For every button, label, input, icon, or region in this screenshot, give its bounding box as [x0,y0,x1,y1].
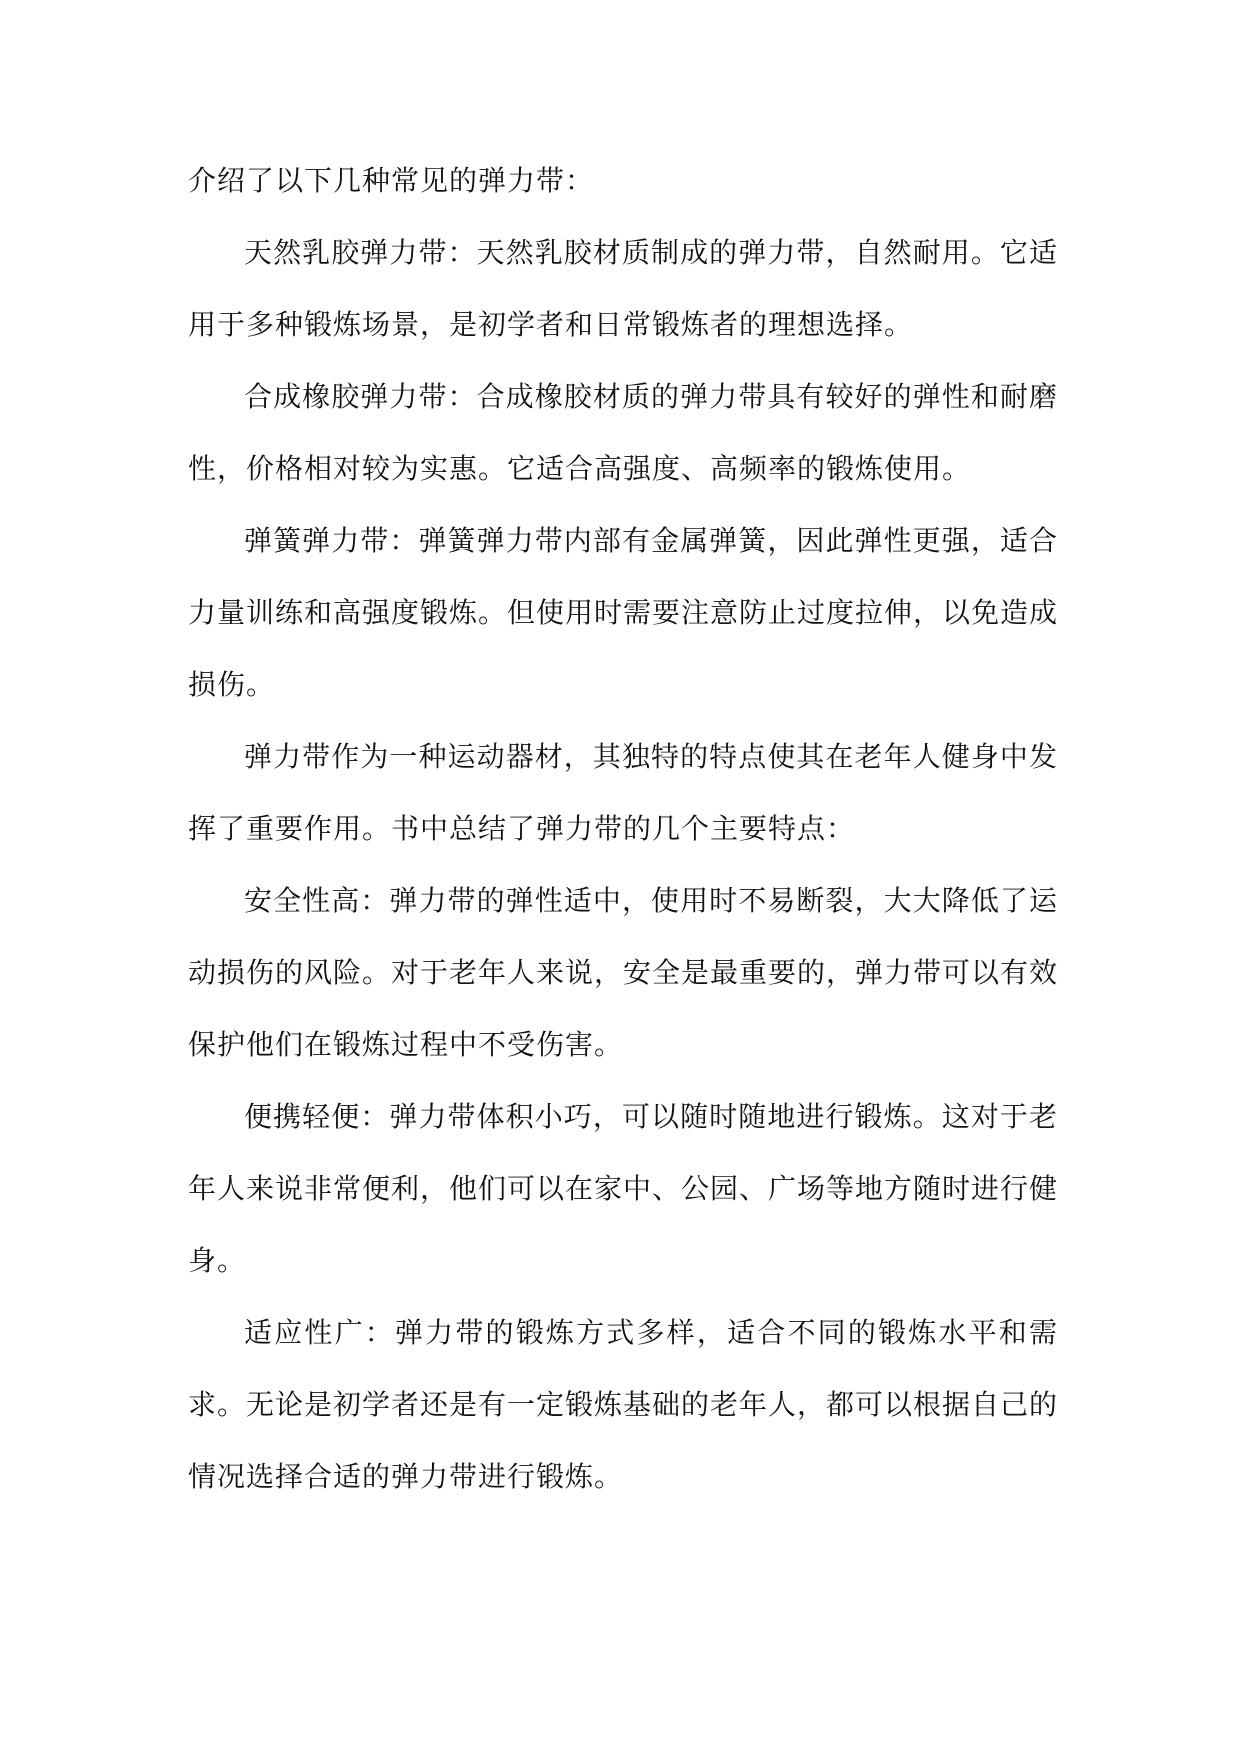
paragraph-natural-latex: 天然乳胶弹力带：天然乳胶材质制成的弹力带，自然耐用。它适用于多种锻炼场景，是初学者和日常锻炼者的理想选择。 [188,236,1058,341]
paragraph-intro: 介绍了以下几种常见的弹力带： [188,164,595,197]
paragraph-portability: 便携轻便：弹力带体积小巧，可以随时随地进行锻炼。这对于老年人来说非常便利，他们可以在家中、公园、广场等地方随时进行健身。 [188,1100,1059,1277]
paragraph-adaptability: 适应性广：弹力带的锻炼方式多样，适合不同的锻炼水平和需求。无论是初学者还是有一定锻炼基础的老年人，都可以根据自己的情况选择合适的弹力带进行锻炼。 [188,1316,1059,1493]
paragraph-synthetic-rubber: 合成橡胶弹力带：合成橡胶材质的弹力带具有较好的弹性和耐磨性，价格相对较为实惠。它适合高强度、高频率的锻炼使用。 [188,380,1058,485]
document-body [188,145,1058,1513]
paragraph-safety: 安全性高：弹力带的弹性适中，使用时不易断裂，大大降低了运动损伤的风险。对于老年人来说，安全是最重要的，弹力带可以有效保护他们在锻炼过程中不受伤害。 [188,884,1059,1061]
paragraph-features-intro: 弹力带作为一种运动器材，其独特的特点使其在老年人健身中发挥了重要作用。书中总结了弹力带的几个主要特点： [188,740,1058,845]
paragraph-spring-band: 弹簧弹力带：弹簧弹力带内部有金属弹簧，因此弹性更强，适合力量训练和高强度锻炼。但使用时需要注意防止过度拉伸，以免造成损伤。 [188,524,1059,701]
